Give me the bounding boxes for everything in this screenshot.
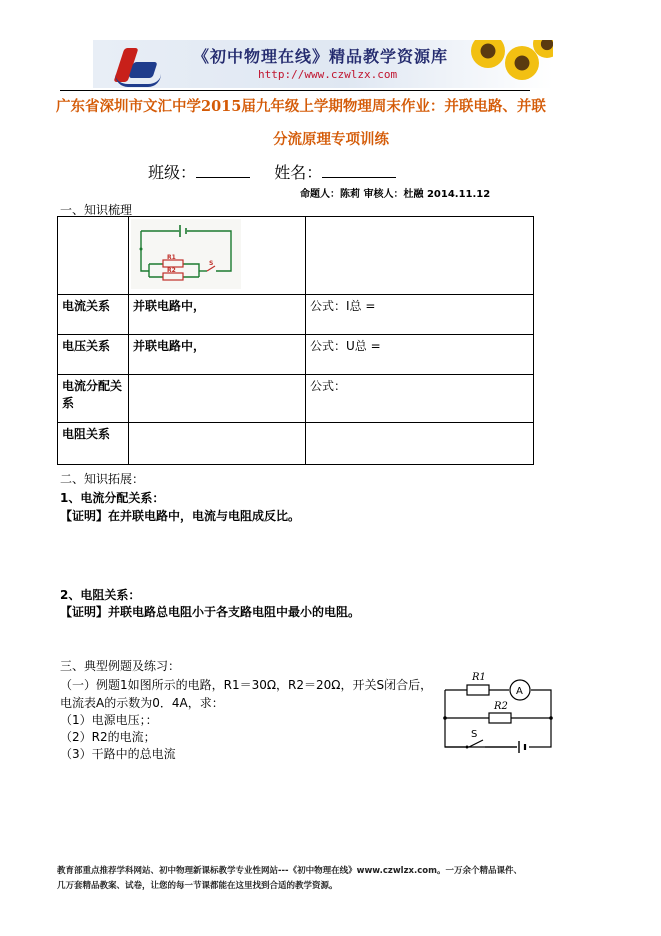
row-label: 电流关系 [58,295,129,335]
figure-label-r2: R2 [167,267,176,274]
example-line1: （一）例题1如图所示的电路，R1＝30Ω，R2＝20Ω，开关S闭合后， [60,678,433,692]
figure-label-r1: R1 [472,672,486,683]
circuit-figure-cell [129,217,306,295]
row-formula: 公式： [306,375,534,423]
section2-item2-proof: 【证明】并联电路总电阻小于各支路电阻中最小的电阻。 [60,605,361,619]
table-row [58,335,534,375]
figure-label-s: S [471,729,478,740]
logo-arc-icon [115,74,161,87]
row-label: 电流分配关系 [58,375,129,423]
doc-title-line2: 分流原理专项训练 [273,131,389,148]
figure-label-r2: R2 [494,701,508,712]
name-label: 姓名： [274,163,323,182]
example-line2: 电流表A的示数为0．4A，求： [60,696,224,710]
footer [57,864,522,894]
row-text [129,423,306,465]
question-2: （2）R2的电流； [60,730,156,744]
header-banner [93,40,553,88]
credits: 命题人：陈莉 审核人：杜融 2014.11.12 [300,189,491,200]
class-name-row [148,160,396,183]
row-text [129,375,306,423]
summary-table [57,216,534,465]
table-row [58,423,534,465]
table-row [58,217,534,295]
section2-item1-title: 1、电流分配关系： [60,491,165,505]
row-formula: 公式：I总 = [306,295,534,335]
row-formula [306,423,534,465]
sunflower-icon [505,46,539,80]
class-blank [196,163,250,178]
figure-label-s: S [209,260,214,267]
doc-title-line1: 广东省深圳市文汇中学2015届九年级上学期物理周末作业：并联电路、并联 [56,98,546,115]
header-rule [60,90,530,91]
table-row [58,295,534,335]
section3-heading: 三、典型例题及练习： [60,659,181,673]
banner-url: http://www.czwlzx.com [258,68,398,81]
section2-heading: 二、知识拓展： [60,472,145,486]
question-3: （3）干路中的总电流 [60,747,176,761]
row-text: 并联电路中， [129,295,306,335]
row-label: 电压关系 [58,335,129,375]
class-label: 班级： [148,163,197,182]
sunflower-icon [471,40,505,68]
footer-line1: 教育部重点推荐学科网站、初中物理新课标教学专业性网站---《初中物理在线》www.czwlzx.com。一万余个精品课件、 [57,866,522,876]
footer-line2: 几万套精品教案、试卷，让您的每一节课都能在这里找到合适的教学资源。 [57,881,338,891]
figure-label-r1: R1 [167,254,176,261]
example-circuit-figure [437,665,557,755]
figure-label-a: A [516,686,523,697]
section1-heading: 一、知识梳理 [60,203,133,217]
row-formula: 公式：U总 = [306,335,534,375]
row-label: 电阻关系 [58,423,129,465]
section2-item2-title: 2、电阻关系： [60,588,141,602]
section2-item1-proof: 【证明】在并联电路中，电流与电阻成反比。 [60,509,301,523]
parallel-circuit-figure [131,219,241,289]
table-row [58,375,534,423]
row-text: 并联电路中， [129,335,306,375]
name-blank [322,163,396,178]
banner-title: 《初中物理在线》精品教学资源库 [193,47,449,66]
question-1: （1）电源电压；： [60,713,158,727]
